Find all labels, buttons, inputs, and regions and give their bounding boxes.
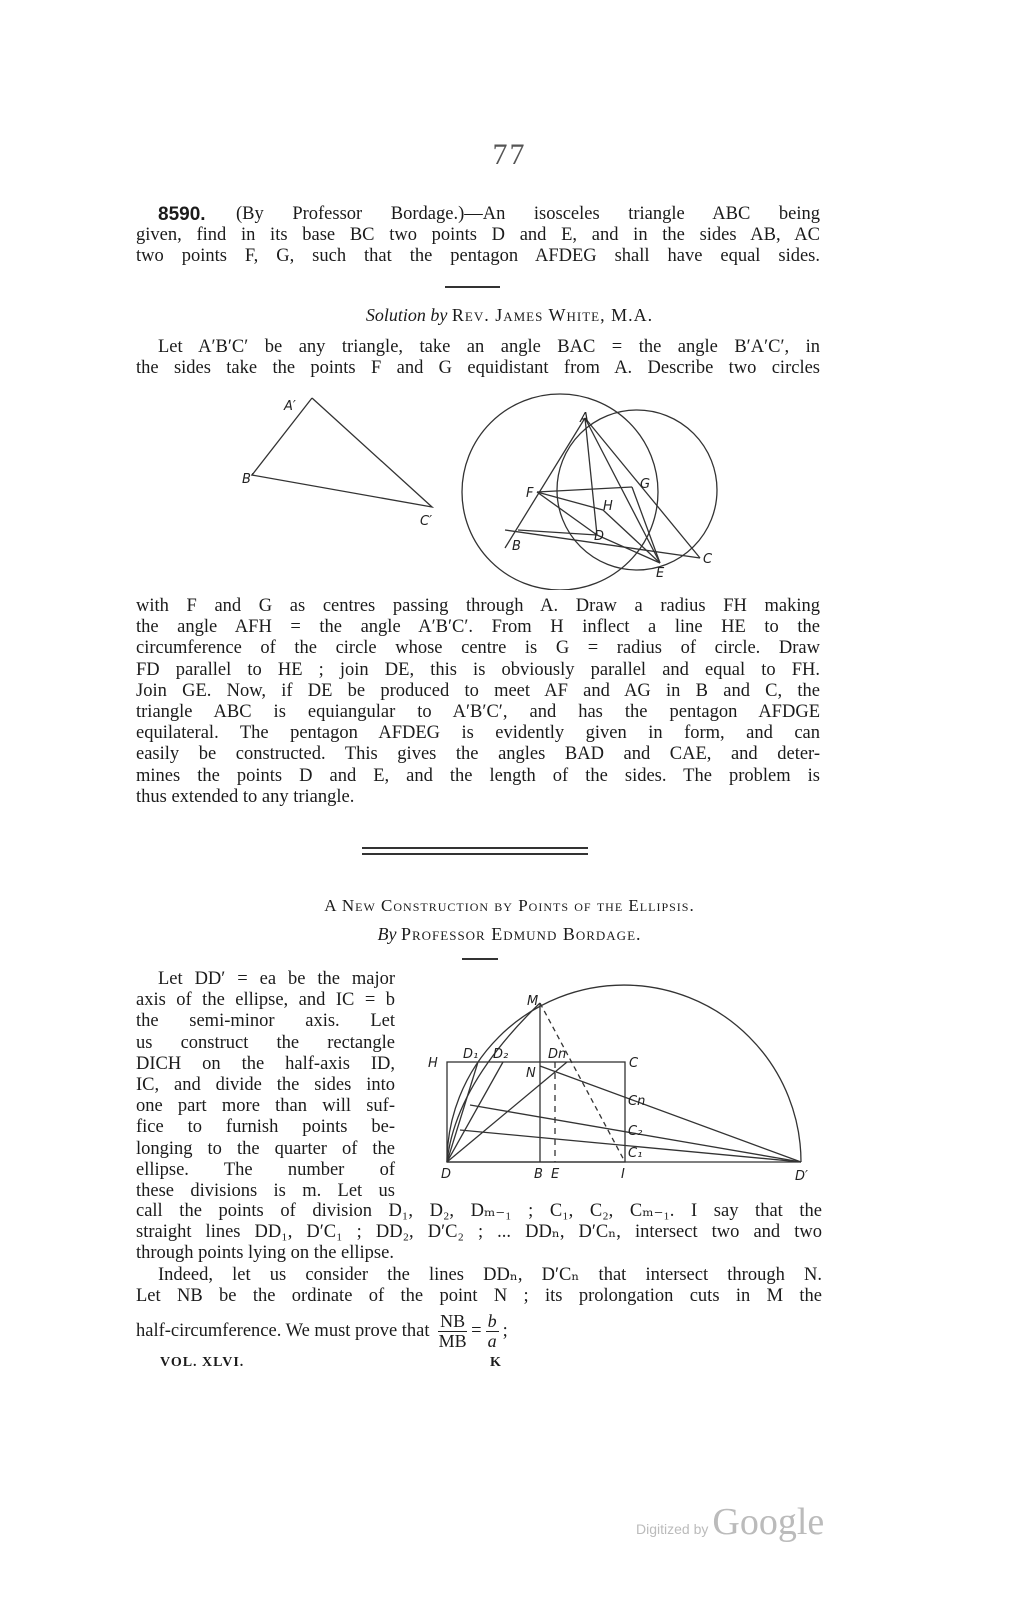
label-b-prime: B′ <box>242 472 254 487</box>
label-h: H <box>428 1056 438 1071</box>
text-line: call the points of division D₁, D₂, Dₘ₋₁ ; C₁, C₂, Cₘ₋₁. I say that the <box>136 1201 822 1221</box>
text-line: the sides take the points F and G equidistant from A. Describe two circles <box>136 358 820 379</box>
text-line: Join GE. Now, if DE be produced to meet AF and AG in B and C, the <box>136 680 820 701</box>
circle-f <box>462 394 658 590</box>
label-f: F <box>526 486 534 501</box>
label-a: A <box>580 411 589 426</box>
text-line: circumference of the circle whose centre is G = radius of circle. Draw <box>136 638 820 659</box>
text-line: Let NB be the ordinate of the point N ; its prolongation cuts in M the <box>136 1285 822 1306</box>
solution-author: Rev. James White, M.A. <box>451 305 654 325</box>
half-circumference <box>447 985 801 1162</box>
problem-number: 8590. <box>158 204 206 225</box>
text-line: with F and G as centres passing through A. Draw a radius FH making <box>136 596 820 616</box>
text-line: IC, and divide the sides into <box>136 1075 395 1095</box>
text-line: DICH on the half-axis ID, <box>136 1053 395 1074</box>
label-i: I <box>621 1167 625 1182</box>
triangle-a-b-c-prime <box>252 398 432 507</box>
article-byline <box>0 924 1019 945</box>
solution-heading <box>0 305 1019 326</box>
text-line: mines the points D and E, and the length of the sides. The problem is <box>136 765 820 786</box>
byline-author: Professor Edmund Bordage. <box>400 924 642 944</box>
figure-pentagon-construction <box>0 380 1019 590</box>
watermark-prefix: Digitized by <box>636 1521 709 1537</box>
divider <box>462 958 498 960</box>
text-line: the angle AFH = the angle A′B′C′. From H inflect a line HE to the <box>136 617 820 638</box>
divider <box>445 286 500 288</box>
text-line: fice to furnish points be- <box>136 1117 395 1138</box>
text-line: straight lines DD₁, D′C₁ ; DD₂, D′C₂ ; ... DDₙ, D′Cₙ, intersect two and two <box>136 1222 822 1243</box>
text-line: one part more than will suf- <box>136 1096 395 1117</box>
text-line: easily be constructed. This gives the angles BAD and CAE, and deter- <box>136 744 820 765</box>
signature-mark: K <box>490 1355 501 1370</box>
label-e: E <box>551 1167 560 1182</box>
google-watermark <box>636 1500 824 1544</box>
label-d: D <box>441 1167 452 1182</box>
semicolon: ; <box>502 1320 508 1341</box>
label-e: E <box>656 566 665 581</box>
solution-heading-italic: Solution by <box>365 305 448 325</box>
text-line: us construct the rectangle <box>136 1032 395 1053</box>
last-line-text: half-circumference. We must prove that <box>136 1320 430 1341</box>
label-n: N <box>526 1066 536 1081</box>
text-line: equilateral. The pentagon AFDEG is evidently given in form, and can <box>136 723 820 744</box>
label-b: B <box>534 1167 543 1182</box>
label-c: C <box>703 552 713 567</box>
text-line: Let DD′ = ea be the major <box>158 969 395 989</box>
text-line: FD parallel to HE ; join DE, this is obviously parallel and equal to FH. <box>136 659 820 680</box>
text-line: axis of the ellipse, and IC = b <box>136 990 395 1011</box>
fraction-numerator: b <box>487 1311 497 1331</box>
label-m: M <box>527 994 539 1009</box>
page-number: 77 <box>492 138 527 171</box>
volume-footer: VOL. XLVI. <box>160 1355 245 1370</box>
label-cn: Cn <box>628 1094 646 1109</box>
label-c2: C₂ <box>628 1124 643 1139</box>
byline-italic: By <box>377 924 397 944</box>
label-d1: D₁ <box>463 1047 479 1062</box>
text-line: Let A′B′C′ be any triangle, take an angle BAC = the angle B′A′C′, in <box>158 337 820 357</box>
label-g: G <box>640 477 651 492</box>
label-dn: Dn <box>548 1047 567 1062</box>
text-line: triangle ABC is equiangular to A′B′C′, and has the pentagon AFDGE <box>136 702 820 722</box>
watermark-brand: Google <box>712 1501 825 1543</box>
label-d-prime: D′ <box>795 1169 808 1184</box>
text-line: ellipse. The number of <box>136 1159 395 1180</box>
label-c: C <box>629 1056 639 1071</box>
label-d: D <box>594 529 605 544</box>
text-line: the semi-minor axis. Let <box>136 1011 395 1032</box>
label-b: B <box>512 539 521 554</box>
label-c1: C₁ <box>628 1146 643 1161</box>
label-a-prime: A′ <box>284 399 296 414</box>
double-rule-bottom <box>362 853 588 855</box>
problem-line: given, find in its base BC two points D and E, and in the sides AB, AC <box>136 225 820 245</box>
label-h: H <box>603 499 613 514</box>
problem-line: (By Professor Bordage.)—An isosceles triangle ABC being <box>236 204 820 224</box>
fraction-denominator: MB <box>438 1331 467 1351</box>
fraction-numerator: NB <box>440 1311 466 1331</box>
text-line: thus extended to any triangle. <box>136 786 355 807</box>
article-last-line: half-circumference. We must prove that $\frac{NB}{MB}$ = $\frac{b}{a}$ ; <box>136 1311 508 1351</box>
article-title: A New Construction by Points of the Ellipsis. <box>324 896 695 915</box>
fraction-b-a <box>486 1312 499 1351</box>
label-c-prime: C′ <box>420 514 433 529</box>
text-line: these divisions is m. Let us <box>136 1181 395 1201</box>
text-line: longing to the quarter of the <box>136 1138 395 1159</box>
fraction-denominator: a <box>487 1331 497 1351</box>
fraction-nb-mb <box>438 1312 467 1351</box>
problem-line: two points F, G, such that the pentagon AFDEG shall have equal sides. <box>136 246 820 266</box>
label-d2: D₂ <box>493 1047 509 1062</box>
double-rule-top <box>362 847 588 849</box>
text-line: Indeed, let us consider the lines DDₙ, D′Cₙ that intersect through N. <box>158 1264 822 1285</box>
text-line: through points lying on the ellipse. <box>136 1243 394 1264</box>
figure-ellipse-construction <box>0 975 1019 1190</box>
